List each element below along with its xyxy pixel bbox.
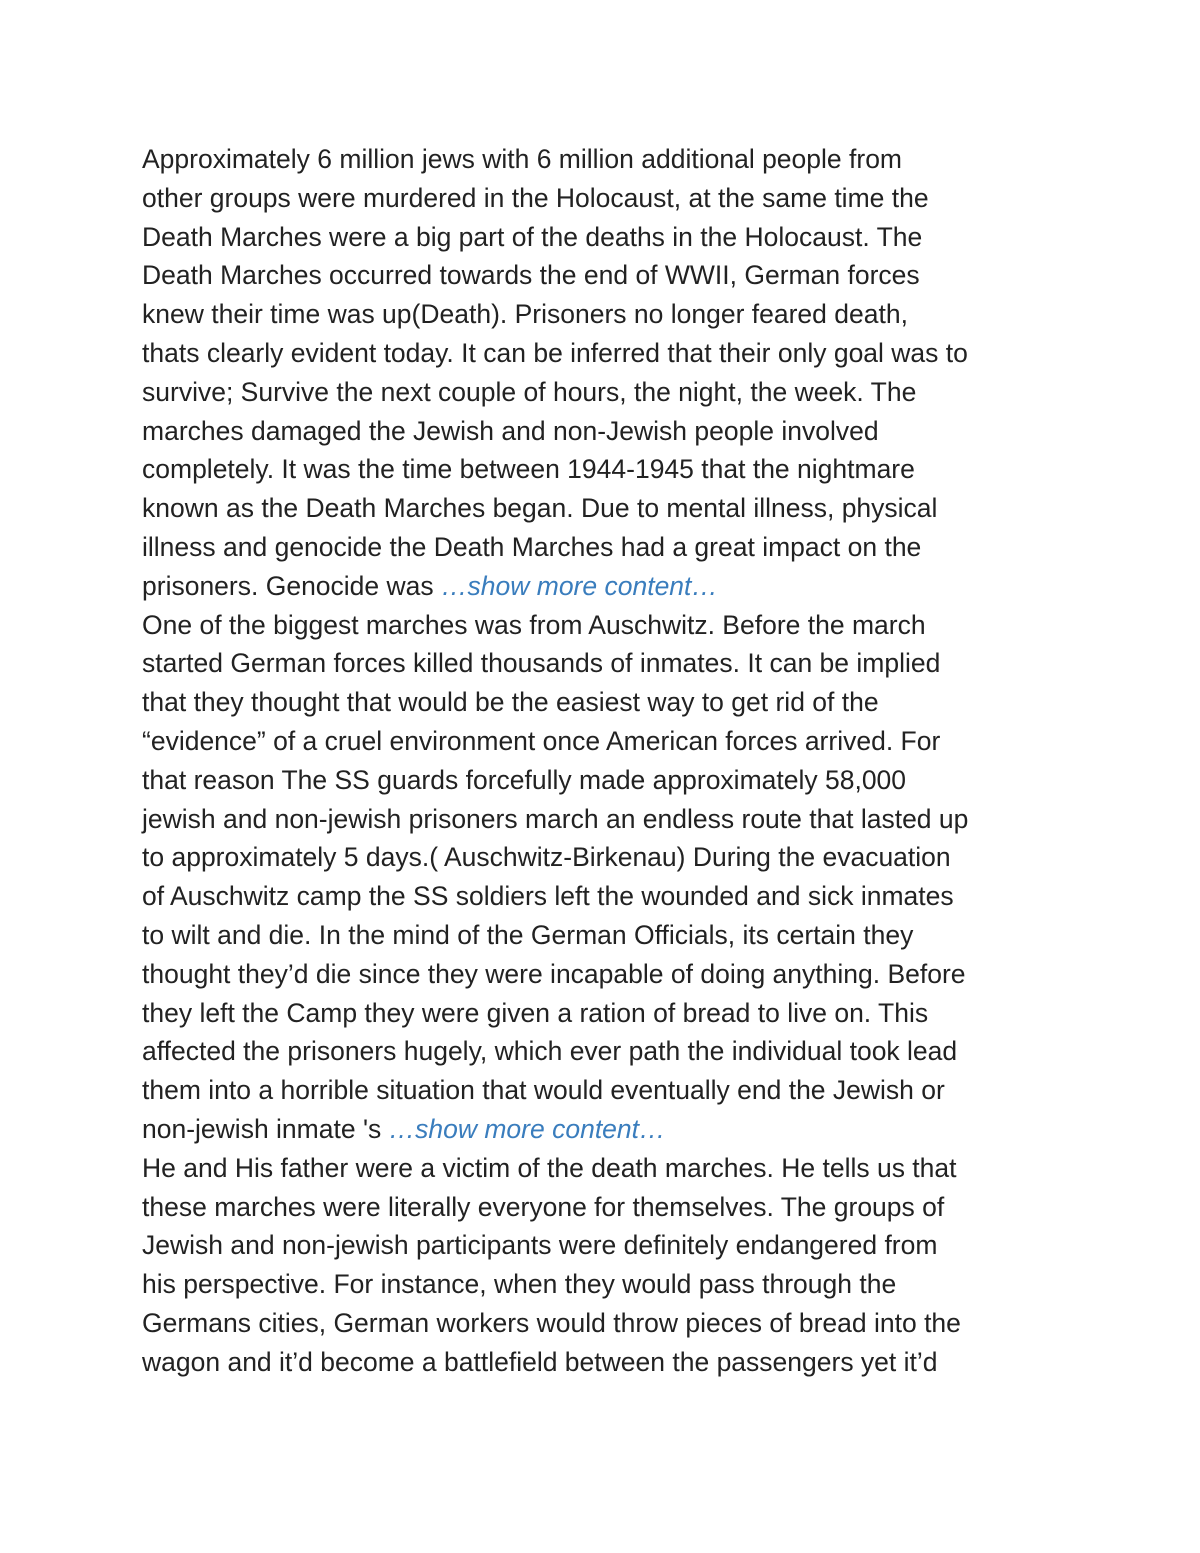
text-line: they left the Camp they were given a ration of bread to live on. This	[142, 997, 929, 1028]
text-line: survive; Survive the next couple of hours, the night, the week. The	[142, 376, 917, 407]
text-line: thats clearly evident today. It can be inferred that their only goal was to	[142, 337, 968, 368]
text-line-with-link	[142, 567, 1072, 606]
text-line: affected the prisoners hugely, which ever path the individual took lead	[142, 1036, 958, 1067]
text-line: wagon and it’d become a battlefield between the passengers yet it’d	[142, 1346, 938, 1377]
text-line: to approximately 5 days.( Auschwitz-Birkenau) During the evacuation	[142, 842, 951, 873]
text-line: jewish and non-jewish prisoners march an endless route that lasted up	[142, 803, 969, 834]
text-line: to wilt and die. In the mind of the German Officials, its certain they	[142, 919, 914, 950]
text-line: thought they’d die since they were incapable of doing anything. Before	[142, 958, 966, 989]
text-line: of Auschwitz camp the SS soldiers left the wounded and sick inmates	[142, 881, 954, 912]
text-line-fragment: prisoners. Genocide was	[142, 570, 442, 601]
text-line: Approximately 6 million jews with 6 million additional people from	[142, 144, 903, 174]
paragraph-1	[142, 140, 1072, 606]
essay-text	[142, 140, 1072, 1382]
text-line: marches damaged the Jewish and non-Jewish people involved	[142, 415, 879, 446]
text-line: Jewish and non-jewish participants were definitely endangered from	[142, 1230, 938, 1261]
text-line: One of the biggest marches was from Auschwitz. Before the march	[142, 609, 926, 640]
text-line: his perspective. For instance, when they would pass through the	[142, 1269, 897, 1300]
paragraph-2	[142, 606, 1072, 1149]
show-more-content-link[interactable]: …show more content…	[441, 570, 718, 601]
text-line: started German forces killed thousands of inmates. It can be implied	[142, 648, 941, 679]
paragraph-3	[142, 1149, 1072, 1382]
text-line: “evidence” of a cruel environment once American forces arrived. For	[142, 725, 941, 756]
text-line: Death Marches were a big part of the deaths in the Holocaust. The	[142, 221, 923, 252]
text-line: He and His father were a victim of the death marches. He tells us that	[142, 1152, 957, 1183]
text-line: that reason The SS guards forcefully made approximately 58,000	[142, 764, 907, 795]
text-line: them into a horrible situation that would eventually end the Jewish or	[142, 1075, 945, 1106]
text-line: Germans cities, German workers would throw pieces of bread into the	[142, 1307, 961, 1338]
text-line: known as the Death Marches began. Due to mental illness, physical	[142, 493, 938, 524]
text-line: completely. It was the time between 1944-1945 that the nightmare	[142, 454, 915, 485]
text-line: Death Marches occurred towards the end of WWII, German forces	[142, 260, 920, 291]
text-line: knew their time was up(Death). Prisoners no longer feared death,	[142, 299, 908, 330]
show-more-content-link[interactable]: …show more content…	[388, 1113, 666, 1144]
text-line: these marches were literally everyone for themselves. The groups of	[142, 1191, 945, 1222]
text-line-fragment: non-jewish inmate 's	[142, 1113, 389, 1144]
text-line: other groups were murdered in the Holocaust, at the same time the	[142, 182, 929, 213]
text-line: illness and genocide the Death Marches had a great impact on the	[142, 531, 922, 562]
text-line: that they thought that would be the easiest way to get rid of the	[142, 687, 879, 718]
text-line-with-link	[142, 1110, 1072, 1149]
